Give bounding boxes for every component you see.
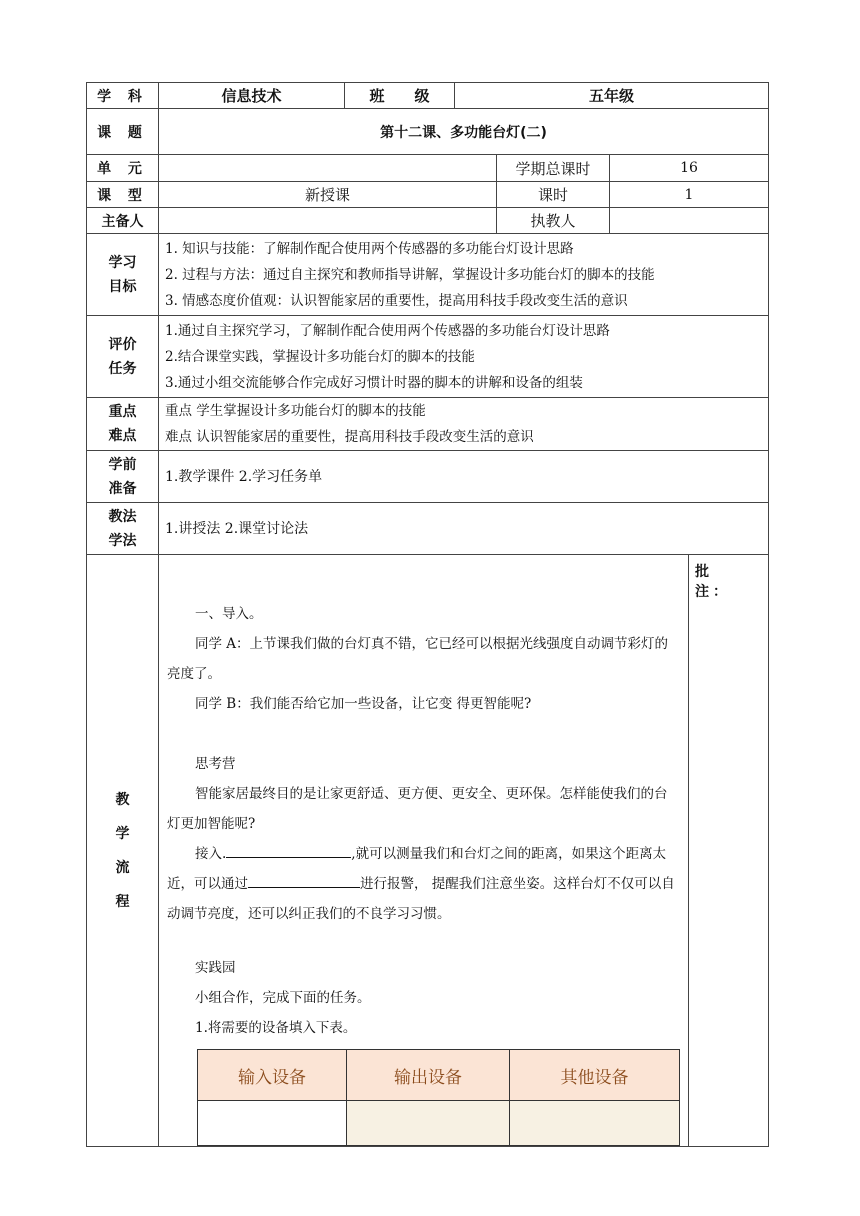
- device-cell-output[interactable]: [347, 1101, 510, 1146]
- prep-label-text: 学前准备: [108, 456, 137, 497]
- key-content: [159, 398, 769, 451]
- type-value: 新授课: [159, 182, 497, 208]
- total-hours-label: 学期总课时: [497, 155, 610, 182]
- row-unit: [87, 155, 769, 182]
- teacher-label: 执教人: [497, 208, 610, 234]
- fill-blank-1[interactable]: [226, 843, 351, 858]
- intro-a: 同学 A：上节课我们做的台灯真不错，它已经可以根据光线强度自动调节彩灯的亮度了。: [167, 636, 669, 682]
- think-title: 思考营: [195, 756, 236, 772]
- row-subject: [87, 83, 769, 109]
- intro-title: 一、导入。: [195, 606, 263, 622]
- practice-step: 1.将需要的设备填入下表。: [195, 1020, 357, 1036]
- fill-part-b: ,就可以测量我们和台灯之间的距离，如果这个距离太近，可以通过: [167, 846, 667, 892]
- method-value: 1.讲授法 2.课堂讨论法: [159, 503, 769, 555]
- topic-label: 课 题: [87, 109, 159, 155]
- topic-value: 第十二课、多功能台灯(二): [159, 109, 769, 155]
- device-header-output: 输出设备: [347, 1050, 510, 1101]
- fill-in-text: [167, 839, 680, 929]
- unit-label: 单 元: [87, 155, 159, 182]
- row-flow: [87, 555, 769, 1147]
- type-label: 课 型: [87, 182, 159, 208]
- teacher-value: [610, 208, 769, 234]
- class-label: 班 级: [345, 83, 455, 109]
- fill-part-a: 接入.: [195, 846, 227, 862]
- total-hours-value: 16: [610, 155, 769, 182]
- device-table-header: [198, 1050, 680, 1101]
- row-preparer: [87, 208, 769, 234]
- flow-content: [159, 555, 689, 1147]
- intro-b: 同学 B：我们能否给它加一些设备，让它变 得更智能呢?: [195, 696, 532, 712]
- note-column: 批 注：: [689, 555, 769, 1147]
- row-type: [87, 182, 769, 208]
- class-value: 五年级: [455, 83, 769, 109]
- row-prep: [87, 451, 769, 503]
- prep-label: [87, 451, 159, 503]
- flow-label-text: 教学流程: [115, 791, 130, 910]
- row-topic: [87, 109, 769, 155]
- goal-item: 3. 情感态度价值观：认识智能家居的重要性，提高用科技手段改变生活的意识: [165, 292, 628, 309]
- task-item: 3.通过小组交流能够合作完成好习惯计时器的脚本的讲解和设备的组装: [165, 374, 583, 391]
- subject-value: 信息技术: [159, 83, 345, 109]
- device-table: [197, 1049, 680, 1146]
- unit-value: [159, 155, 497, 182]
- prep-value: 1.教学课件 2.学习任务单: [159, 451, 769, 503]
- key-label-text: 重点难点: [108, 404, 137, 444]
- preparer-label: 主备人: [87, 208, 159, 234]
- goals-label: [87, 234, 159, 316]
- key-label: [87, 398, 159, 451]
- device-cell-input[interactable]: [198, 1101, 347, 1146]
- goal-item: 2. 过程与方法：通过自主探究和教师指导讲解，掌握设计多功能台灯的脚本的技能: [165, 266, 655, 283]
- device-table-row: [198, 1101, 680, 1146]
- fill-part-c: 进行报警， 提醒我们注意坐姿。这样台灯不仅可以自动调节亮度，还可以纠正我们的不良学习习惯。: [167, 876, 675, 922]
- subject-label: 学 科: [87, 83, 159, 109]
- method-label-text: 教法学法: [108, 508, 137, 549]
- device-header-other: 其他设备: [510, 1050, 680, 1101]
- row-tasks: [87, 316, 769, 398]
- key-item: 难点 认识智能家居的重要性，提高用科技手段改变生活的意识: [165, 429, 534, 445]
- hours-value: 1: [610, 182, 769, 208]
- tasks-content: [159, 316, 769, 398]
- key-item: 重点 学生掌握设计多功能台灯的脚本的技能: [165, 403, 426, 419]
- lesson-plan-table: [86, 82, 769, 1147]
- row-method: [87, 503, 769, 555]
- practice-text: 小组合作，完成下面的任务。: [195, 990, 371, 1006]
- row-goals: [87, 234, 769, 316]
- row-key-points: [87, 398, 769, 451]
- task-item: 1.通过自主探究学习，了解制作配合使用两个传感器的多功能台灯设计思路: [165, 322, 610, 339]
- hours-label: 课时: [497, 182, 610, 208]
- goal-item: 1. 知识与技能：了解制作配合使用两个传感器的多功能台灯设计思路: [165, 240, 574, 257]
- flow-label: [87, 555, 159, 1147]
- device-header-input: 输入设备: [198, 1050, 347, 1101]
- tasks-label: [87, 316, 159, 398]
- task-item: 2.结合课堂实践，掌握设计多功能台灯的脚本的技能: [165, 348, 475, 365]
- think-text: 智能家居最终目的是让家更舒适、更方便、更安全、更环保。怎样能使我们的台灯更加智能呢?: [167, 786, 668, 832]
- device-cell-other[interactable]: [510, 1101, 680, 1146]
- preparer-value: [159, 208, 497, 234]
- fill-blank-2[interactable]: [248, 873, 360, 888]
- tasks-label-text: 评价任务: [108, 336, 137, 377]
- goals-label-text: 学习目标: [108, 254, 137, 295]
- practice-title: 实践园: [195, 960, 236, 976]
- goals-content: [159, 234, 769, 316]
- method-label: [87, 503, 159, 555]
